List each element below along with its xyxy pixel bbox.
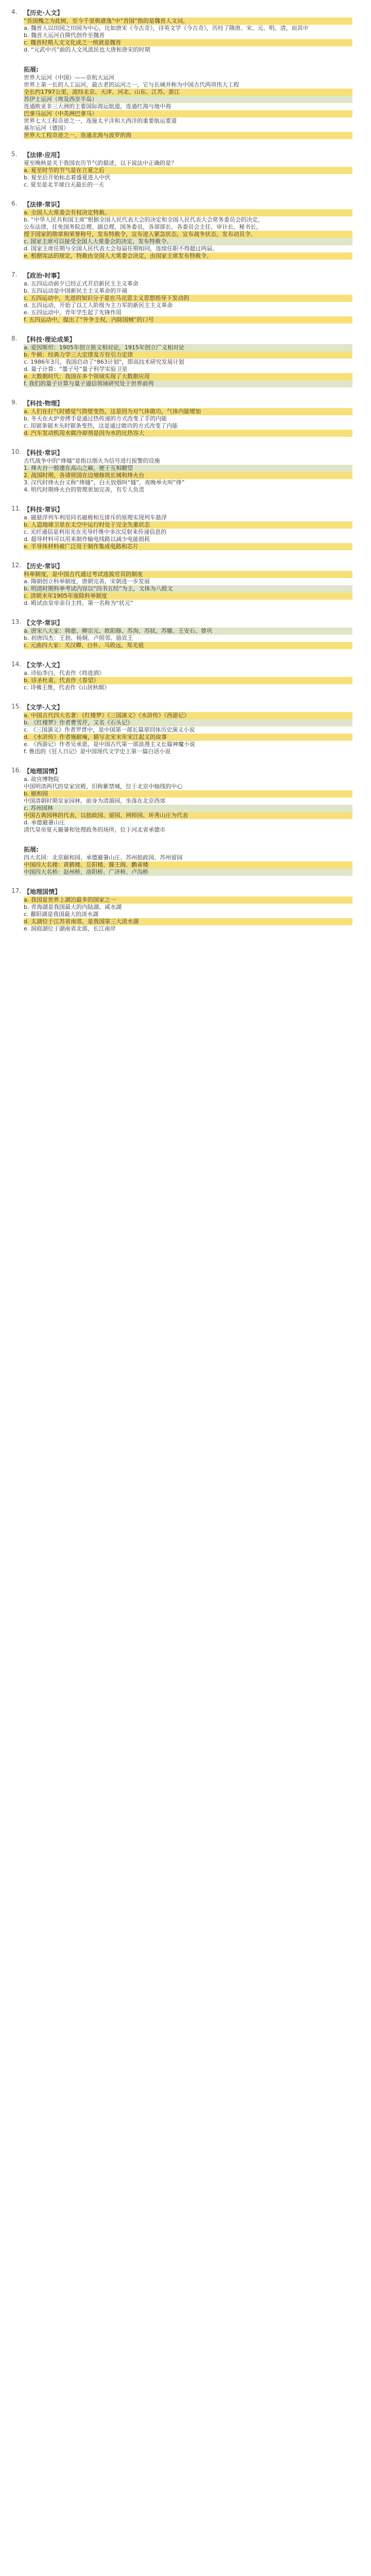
question-heading: 【科技·常识】	[24, 506, 63, 513]
text-line: 中国明清两代的皇家宫殿，旧称紫禁城，位于北京中轴线的中心	[24, 783, 182, 790]
question-heading: 【文学·人文】	[24, 662, 63, 669]
question-number: 11.	[11, 505, 22, 512]
text-line: b. “中华人民共和国主席”根据全国人民代表大会的决定和全国人民代表大会常务委员会的决定，	[24, 216, 264, 223]
question-heading: 【历史·人文】	[24, 9, 63, 16]
question-item	[0, 8, 371, 54]
text-line: a. 诗仙李白，代表作《将进酒》	[24, 670, 105, 676]
question-item	[0, 200, 371, 260]
text-line: c. 清朝末年1905年废除科举制度	[24, 592, 352, 600]
text-line: c. 鄱阳湖是我国最大的淡水湖	[24, 911, 99, 918]
question-body	[24, 776, 352, 834]
question-body	[24, 18, 352, 54]
question-number: 10.	[11, 448, 22, 455]
text-line: b. 颐和园	[24, 790, 352, 798]
text-line: 世界大工程奇迹之一，连通北海与波罗的海	[24, 132, 352, 139]
text-line: b. 人造地球卫星在太空中运行时处于完全失重状态	[24, 521, 352, 529]
text-line: a. 魏晋人以田园之田园为中心，比如唐宋《今古奇》，诗英文学《今古奇》，历经了隋唐、宋、元、明、清，而其中	[24, 25, 309, 31]
text-line: c. 1986年3月，我国启动了“863计划”，即高技术研究发展计划	[24, 359, 184, 365]
text-line: a. 隋朝创立科举制度，唐朝完善，宋朝进一步发展	[24, 578, 150, 585]
text-line: d. “元武中兴”前的人文风流民也大唐和唐宋的时期	[24, 46, 150, 53]
text-line: 清代皇帝夏天避暑和处理政务的场所，位于河北省承德市	[24, 826, 165, 833]
text-line: b. 五四运动是中国新民主主义革命的开端	[24, 287, 127, 294]
question-heading: 【科技·理论成果】	[24, 336, 76, 343]
text-line: c. 苏州园林	[24, 805, 352, 812]
question-body	[24, 280, 352, 324]
text-line: 授予国家的勋章和荣誉称号，发布特赦令，宣布进入紧急状态，宣布战争状态，发布动员令。	[24, 231, 352, 238]
question-body	[24, 514, 352, 550]
question-heading: 【文学·人文】	[24, 704, 63, 711]
text-line: 1. 烽火台一般建在高山之巅，便于互相瞭望	[24, 465, 352, 472]
question-heading: 【地理国情】	[24, 888, 61, 895]
question-item	[0, 271, 371, 324]
question-number: 5.	[11, 150, 18, 158]
question-number: 14.	[11, 660, 22, 668]
question-number: 4.	[11, 8, 18, 15]
question-number: 8.	[11, 335, 18, 342]
text-line: 世界七大工程奇迹之一，连接太平洋和大西洋的重要航运要道	[24, 117, 177, 124]
question-heading: 拓展:	[24, 66, 39, 73]
question-number: 15.	[11, 703, 22, 710]
text-line: c. 国家主席可以接受全国人大常委会的决定，发布特赦令。	[24, 238, 352, 245]
question-body	[24, 571, 352, 607]
text-line: 中国四大名楼：黄鹤楼、岳阳楼、滕王阁、鹳雀楼	[24, 861, 352, 869]
text-line: a. 爱因斯坦：1905年创立狭义相对论，1915年创立广义相对论	[24, 344, 352, 351]
question-heading: 【文学·常识】	[24, 619, 63, 626]
question-body	[24, 854, 352, 876]
text-line: d. 《水浒传》作者施耐庵，描写北宋末年宋江起义的故事	[24, 734, 352, 741]
text-line: 巴拿马运河（中美洲巴拿马）	[24, 110, 352, 117]
text-line: a. 故宫博物院	[24, 776, 59, 783]
text-line: b. 诗圣杜甫，代表作《春望》	[24, 677, 352, 684]
question-heading: 【地理国情】	[24, 768, 61, 775]
question-body	[24, 457, 352, 494]
text-line: d. 承德避暑山庄	[24, 819, 65, 826]
question-body	[24, 209, 352, 260]
text-line: a. 唐宋八大家：韩愈、柳宗元、欧阳修、苏洵、苏轼、苏辙、王安石、曾巩	[24, 628, 352, 635]
text-line: e. 五四运动中，青年学生起了先锋作用	[24, 309, 122, 316]
question-body	[24, 408, 352, 437]
text-line: b. 《红楼梦》作者曹雪芹，又名《石头记》	[24, 719, 352, 726]
question-heading: 【历史·常识】	[24, 563, 63, 570]
text-line: 中国古典园林的代表，以拙政园、留园、网师园、环秀山庄为代表	[24, 812, 352, 819]
text-line: f. 五四运动中，提出了“外争主权，内除国贼”的口号	[24, 316, 352, 324]
text-line: e. 半导体材料被广泛用于制作集成电路和芯片	[24, 543, 352, 550]
question-item	[0, 703, 371, 755]
text-line: a. 磁悬浮列车利用同名磁极相互排斥的原理实现列车悬浮	[24, 514, 167, 521]
text-line: b. 初唐四杰：王勃、杨炯、卢照邻、骆宾王	[24, 635, 133, 641]
text-line: d. 汽车发动机用水做冷却剂是因为水的比热容大	[24, 430, 352, 437]
text-line: c. 元曲四大家：关汉卿、白朴、马致远、郑光祖	[24, 642, 352, 649]
text-line: f. 我们的量子计算与量子通信领域研究处于世界前列	[24, 380, 352, 387]
text-line: d. 五四运动，开始了以工人阶级为主力军的新民主主义革命	[24, 302, 173, 309]
text-line: c. 用锯条锯木头时锯条变热，这是通过做功的方式改变了内能	[24, 422, 178, 429]
question-item	[0, 505, 371, 550]
question-number: 6.	[11, 200, 18, 207]
question-item	[0, 65, 371, 139]
question-body	[24, 712, 352, 755]
question-number: 17.	[11, 887, 22, 894]
text-line: 中国清朝时期皇家园林，前身为清漪园，坐落在北京西郊	[24, 798, 165, 804]
text-line: “吾国槐之为此树，至今千里极遒逸”中“吾国”指的是魏晋人文词。	[24, 18, 352, 25]
question-item	[0, 767, 371, 834]
text-line: 4. 明代时期烽火台的管理更加完善，有专人负责	[24, 486, 144, 493]
question-heading: 【科技·物理】	[24, 400, 63, 407]
text-line: 基尔运河（德国）	[24, 125, 69, 131]
question-number: 13.	[11, 618, 22, 625]
text-line: b. 青海湖是我国最大的内陆湖、咸水湖	[24, 904, 122, 910]
question-body	[24, 628, 352, 649]
text-line: e. 大数据时代：我国在多个领域实现了大数据应用	[24, 373, 352, 380]
text-line: b. 夏至后开始标志着盛夏进入中伏	[24, 174, 110, 181]
question-item	[0, 335, 371, 387]
text-line: a. 中国古代四大名著：《红楼梦》《三国演义》《水浒传》《西游记》	[24, 712, 352, 719]
question-item	[0, 150, 371, 189]
text-line: 科举制度，是中国古代通过考试选拔官员的制度	[24, 571, 352, 578]
text-line: e. 根据宪法的规定，特赦由全国人大常委会决定，由国家主席发布特赦令。	[24, 252, 352, 260]
text-line: 连通欧亚非三大洲的主要国际海运航道，连通红海与地中海	[24, 103, 171, 110]
text-line: e. 《西游记》作者吴承恩，是中国古代第一部浪漫主义长篇神魔小说	[24, 741, 195, 748]
question-item	[0, 845, 371, 876]
text-line: c. 魏晋时期人文文化成之一统就是魏晋	[24, 39, 352, 46]
text-line: c. 光纤通信是利用光在光导纤维中多次反射来传递信息的	[24, 529, 167, 535]
question-body	[24, 160, 352, 189]
text-line: b. 魏晋大运河自隋代创作至魏晋	[24, 32, 105, 39]
text-line: 四大名园：北京颐和园、承德避暑山庄、苏州拙政园、苏州留园	[24, 854, 182, 861]
text-line: c. 《三国演义》作者罗贯中，是中国第一部长篇章回体历史演义小说	[24, 726, 195, 733]
question-item	[0, 399, 371, 437]
text-line: d. 国家主席任期与全国人民代表大会每届任期相同，连续任职不得超过两届。	[24, 245, 218, 252]
text-line: 古代战争中的“烽燧”是指以烟火为信号进行报警的设施	[24, 457, 160, 464]
question-item	[0, 562, 371, 607]
question-body	[24, 896, 352, 933]
text-line: d. 殿试由皇帝亲自主持，第一名称为“状元”	[24, 600, 133, 606]
question-number: 9.	[11, 399, 18, 406]
text-line: a. 全国人大常委会有权决定特赦。	[24, 209, 352, 216]
question-item	[0, 660, 371, 691]
question-item	[0, 887, 371, 933]
text-line: a. 人们在打气时感觉气筒壁变热，这是因为对气体做功，气体内能增加	[24, 408, 352, 415]
question-body	[24, 74, 352, 139]
text-line: b. 冬天在火炉旁烤手是通过热传递的方式改变了手的内能	[24, 415, 167, 422]
text-line: a. 五四运动前夕已经正式开启新民主主义革命	[24, 280, 139, 287]
question-heading: 【政治·时事】	[24, 272, 63, 279]
text-line: 公布法律，任免国务院总理、副总理、国务委员，各部部长，各委员会主任，审计长、秘书长，	[24, 224, 262, 230]
text-line: 夏至晚秋是关于我国农历节气的描述，以下说法中正确的是？	[24, 160, 177, 166]
text-line: 世界上第一长的人工运河，最古老的运河之一，它与长城并称为中国古代两项伟大工程	[24, 81, 239, 88]
question-number: 7.	[11, 271, 18, 278]
question-heading: 【法律·应用】	[24, 151, 63, 159]
text-line: e. 洞庭湖位于湖南省北部，长江南岸	[24, 925, 116, 932]
question-item	[0, 618, 371, 649]
text-line: d. 太湖位于江苏省南部，是我国第三大淡水湖	[24, 918, 352, 925]
text-line: a. 我国是世界上湖泊最多的国家之一	[24, 896, 352, 904]
text-line: 中国四大名桥：赵州桥、洛阳桥、广济桥、卢沟桥	[24, 869, 352, 876]
question-body	[24, 670, 352, 691]
text-line: 世界大运河（中国）——京杭大运河	[24, 74, 114, 81]
question-number: 16.	[11, 767, 22, 774]
question-heading: 拓展:	[24, 846, 39, 853]
question-number: 12.	[11, 562, 22, 569]
question-item	[0, 448, 371, 494]
text-line: a. 夏至时节的节气是在立夏之后	[24, 167, 352, 174]
question-heading: 【科技·常识】	[24, 449, 63, 456]
text-line: f. 鲁迅的《狂人日记》是中国现代文学史上第一篇白话小说	[24, 748, 171, 755]
question-body	[24, 344, 352, 387]
text-line: 3. 汉代时烽火台又称“烽燧”，白天放烟叫“燧”，夜晚举火叫“烽”	[24, 479, 185, 486]
text-line: c. 五四运动中，先进的知识分子是在马克思主义思想指导下发动的	[24, 295, 352, 302]
text-line: d. 超导材料可以用来制作输电线路以减少电能损耗	[24, 536, 150, 543]
question-heading: 【法律·常识】	[24, 201, 63, 208]
text-line: d. 量子计算：“墨子号”量子科学实验卫星	[24, 366, 128, 372]
text-line: 全长约1797公里，流经北京、天津、河北、山东、江苏、浙江	[24, 89, 352, 96]
text-line: c. 诗佛王维，代表作《山居秋暝》	[24, 684, 110, 691]
text-line: 2. 战国时期，各诸侯国在边境修筑长城和烽火台	[24, 472, 352, 479]
text-line: b. 明清时期科举考试内容以“四书五经”为主，文体为八股文	[24, 585, 352, 592]
text-line: b. 牛顿：经典力学三大定律及万有引力定律	[24, 351, 352, 359]
text-line: 苏伊士运河（埃及西奈半岛）	[24, 96, 352, 103]
text-line: c. 夏至是北半球白天最长的一天	[24, 181, 105, 188]
